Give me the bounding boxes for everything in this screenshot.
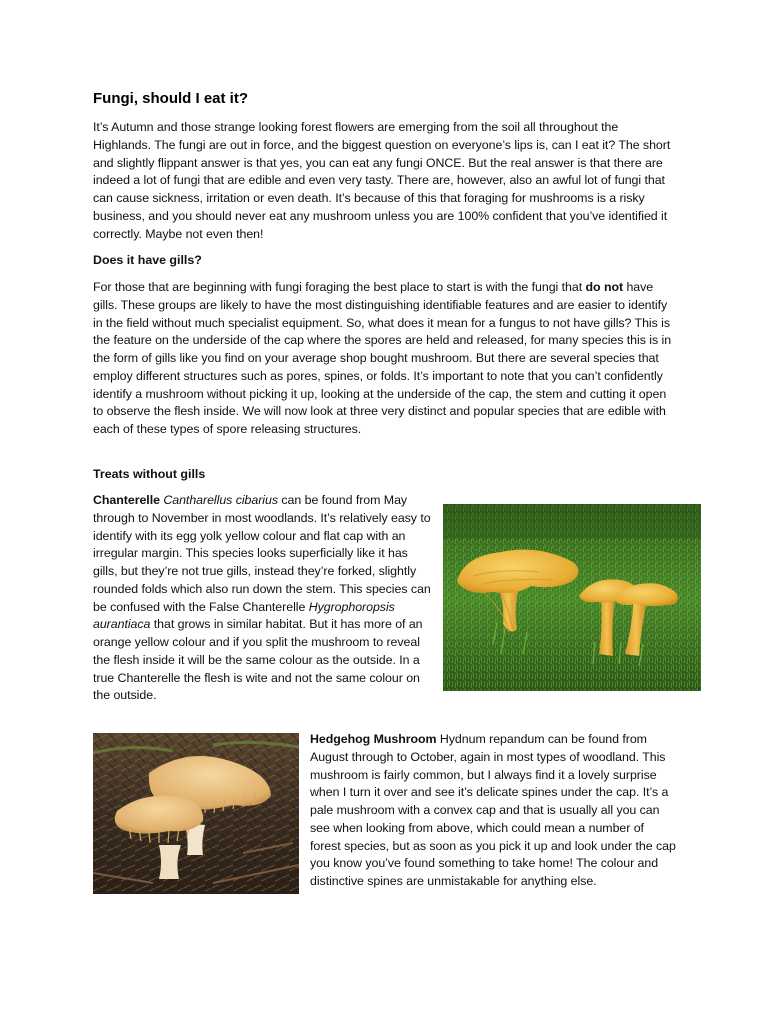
treats-heading: Treats without gills	[93, 467, 206, 481]
hedgehog-name: Hedgehog Mushroom	[310, 732, 437, 746]
document-title: Fungi, should I eat it?	[93, 90, 248, 107]
gills-emphasis: do not	[585, 280, 624, 294]
chanterelle-latin: Cantharellus cibarius	[163, 493, 278, 507]
intro-paragraph: It’s Autumn and those strange looking forest flowers are emerging from the soil all throughout the Highlands. The fungi are out in force, and the biggest question on everyone’s lips is, can I eat it? The short and slightly flippant answer is that yes, you can eat any fungi ONCE. But the real answer is that there are indeed a lot of fungi that are edible and even very tasty. There are, however, also an awful lot of fungi that can cause sickness, irritation or even death. It’s because of this that foraging for mushrooms is a risky business, and you should never eat any mushroom unless you are 100% confident that you’ve identified it correctly. Maybe not even then!	[93, 120, 671, 241]
chanterelle-text-start: can be found from May through to November in most woodlands. It’s relatively easy to identify with its egg yolk yellow colour and flat cap with an irregular margin. This species looks superficially like it has gills, but they’re not true gills, instead they’re forked, slightly rounded folds which also run down the stem. This species can be confused with the False Chanterelle	[93, 493, 431, 614]
chanterelle-text-end: that grows in similar habitat. But it has more of an orange yellow colour and if you split the mushroom to reveal the flesh inside it will be the same colour as the outside. In a true Chanterelle the flesh is wite and not the same colour on the outside.	[93, 617, 423, 703]
chanterelle-photo	[443, 504, 701, 691]
chanterelle-paragraph	[93, 492, 431, 705]
gills-paragraph	[93, 279, 677, 439]
false-chanterelle-latin: Hygrophoropsis aurantiaca	[93, 599, 395, 632]
gills-heading: Does it have gills?	[93, 253, 202, 267]
chanterelle-name: Chanterelle	[93, 493, 160, 507]
gills-text-start: For those that are beginning with fungi foraging the best place to start is with the fungi that	[93, 280, 586, 294]
document-page	[93, 0, 677, 1024]
hedgehog-paragraph	[310, 731, 677, 891]
hedgehog-mushroom-photo	[93, 733, 299, 894]
gills-text-end: have gills. These groups are likely to have the most distinguishing identifiable features and are easier to identify in the field without much specialist equipment. So, what does it mean for a fungus to not have gills? This is the feature on the underside of the cap where the spores are held and released, for many species this is in the form of gills like you find on your average shop bought mushroom. But there are several species that employ different structures such as pores, spines, or folds. It’s important to note that you can’t confidently identify a mushroom without picking it up, looking at the underside of the cap, the stem and cutting it open to observe the flesh inside. We will now look at three very distinct and popular species that are edible with each of these types of spore releasing structures.	[93, 280, 672, 436]
hedgehog-text: Hydnum repandum can be found from August through to October, again in most types of woodland. This mushroom is fairly common, but I always find it a lovely surprise when I turn it over and see it’s delicate spines under the cap. It’s a pale mushroom with a convex cap and that is usually all you can see when looking from above, which could mean a number of forest species, but as soon as you pick it up and look under the cap you know you’ve found something to take home! The colour and distinctive spines are unmistakable for anything else.	[310, 732, 676, 888]
